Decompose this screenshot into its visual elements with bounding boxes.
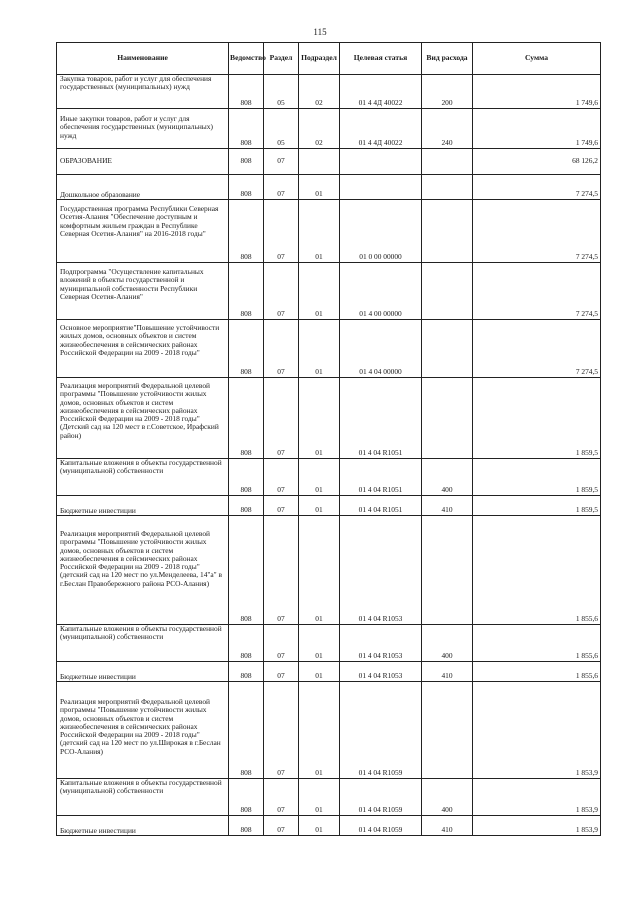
row-name: Бюджетные инвестиции	[57, 816, 229, 836]
row-expense-type	[422, 200, 473, 263]
row-target	[340, 175, 422, 200]
row-section: 07	[264, 662, 299, 682]
row-subsection: 02	[299, 75, 340, 109]
row-name: Реализация мероприятий Федеральной целевой программы "Повышение устойчивости жилых домов, основных объектов и систем жизнеобеспечения в сейсмических районах Российской Федерации на 2009 - 2018 годы" (детский сад на 120 мест по ул.Широкая в г.Беслан РСО-Алания)	[57, 682, 229, 779]
table-row	[57, 496, 601, 516]
table-row	[57, 378, 601, 459]
row-amount: 1 855,6	[473, 662, 601, 682]
row-amount: 7 274,5	[473, 175, 601, 200]
row-name: Капитальные вложения в объекты государственной (муниципальной) собственности	[57, 625, 229, 662]
row-subsection: 01	[299, 175, 340, 200]
row-expense-type	[422, 516, 473, 625]
header-subsection: Подраздел	[299, 43, 340, 75]
row-expense-type: 410	[422, 816, 473, 836]
row-dept: 808	[229, 662, 264, 682]
row-target: 01 4 04 R1051	[340, 496, 422, 516]
row-amount: 1 855,6	[473, 625, 601, 662]
row-section: 05	[264, 109, 299, 149]
row-name: Государственная программа Республики Северная Осетия-Алания "Обеспечение доступным и комфортным жильем граждан в Республике Северная Осетия-Алания" на 2016-2018 годы"	[57, 200, 229, 263]
row-section: 07	[264, 320, 299, 378]
row-dept: 808	[229, 175, 264, 200]
row-dept: 808	[229, 75, 264, 109]
row-subsection	[299, 149, 340, 175]
row-expense-type	[422, 175, 473, 200]
header-section: Раздел	[264, 43, 299, 75]
row-subsection: 01	[299, 516, 340, 625]
row-amount: 68 126,2	[473, 149, 601, 175]
header-expense-type: Вид расхода	[422, 43, 473, 75]
row-target: 01 4 04 R1059	[340, 682, 422, 779]
table-row	[57, 625, 601, 662]
table-row	[57, 175, 601, 200]
row-dept: 808	[229, 459, 264, 496]
table-row	[57, 109, 601, 149]
row-dept: 808	[229, 779, 264, 816]
row-amount: 1 853,9	[473, 682, 601, 779]
table-row	[57, 320, 601, 378]
row-subsection: 01	[299, 816, 340, 836]
header-dept: Ведомство	[229, 43, 264, 75]
row-amount: 1 855,6	[473, 516, 601, 625]
row-expense-type	[422, 378, 473, 459]
row-dept: 808	[229, 109, 264, 149]
table-row	[57, 682, 601, 779]
row-section: 07	[264, 149, 299, 175]
row-section: 07	[264, 459, 299, 496]
row-subsection: 01	[299, 625, 340, 662]
row-amount: 1 853,9	[473, 816, 601, 836]
row-name: Реализация мероприятий Федеральной целевой программы "Повышение устойчивости жилых домов, основных объектов и систем жизнеобеспечения в сейсмических районах Российской Федерации на 2009 - 2018 годы" (детский сад на 120 мест по ул.Менделеева, 14"а" в г.Беслан Правобережного района РСО-Алания)	[57, 516, 229, 625]
table-row	[57, 662, 601, 682]
row-subsection: 01	[299, 496, 340, 516]
row-dept: 808	[229, 263, 264, 320]
row-target: 01 4 04 R1059	[340, 779, 422, 816]
row-target: 01 4 04 00000	[340, 320, 422, 378]
table-row	[57, 779, 601, 816]
table-row	[57, 263, 601, 320]
row-subsection: 01	[299, 459, 340, 496]
page-number: 115	[313, 27, 327, 37]
row-subsection: 02	[299, 109, 340, 149]
row-subsection: 01	[299, 320, 340, 378]
row-amount: 7 274,5	[473, 263, 601, 320]
row-expense-type: 400	[422, 459, 473, 496]
row-name: Подпрограмма "Осуществление капитальных вложений в объекты государственной и муниципальной собственности Республики Северная Осетия-Алания"	[57, 263, 229, 320]
row-amount: 1 749,6	[473, 109, 601, 149]
row-dept: 808	[229, 378, 264, 459]
row-name: Капитальные вложения в объекты государственной (муниципальной) собственности	[57, 779, 229, 816]
table-header-row	[57, 43, 601, 75]
row-name: Закупка товаров, работ и услуг для обеспечения государственных (муниципальных) нужд	[57, 75, 229, 109]
row-name: Капитальные вложения в объекты государственной (муниципальной) собственности	[57, 459, 229, 496]
row-expense-type: 200	[422, 75, 473, 109]
row-target: 01 4 00 00000	[340, 263, 422, 320]
row-name: ОБРАЗОВАНИЕ	[57, 149, 229, 175]
row-target	[340, 149, 422, 175]
row-expense-type	[422, 263, 473, 320]
row-section: 07	[264, 378, 299, 459]
row-dept: 808	[229, 516, 264, 625]
row-expense-type: 240	[422, 109, 473, 149]
row-target: 01 4 4Д 40022	[340, 109, 422, 149]
row-subsection: 01	[299, 378, 340, 459]
row-amount: 1 749,6	[473, 75, 601, 109]
row-amount: 1 859,5	[473, 378, 601, 459]
table-row	[57, 75, 601, 109]
row-target: 01 0 00 00000	[340, 200, 422, 263]
row-expense-type: 400	[422, 779, 473, 816]
row-name: Дошкольное образование	[57, 175, 229, 200]
row-name: Бюджетные инвестиции	[57, 496, 229, 516]
row-amount: 1 853,9	[473, 779, 601, 816]
row-name: Бюджетные инвестиции	[57, 662, 229, 682]
budget-table	[56, 42, 601, 836]
table-row	[57, 516, 601, 625]
row-name: Основное мероприятие"Повышение устойчивости жилых домов, основных объектов и систем жизнеобеспечения в сейсмических районах Российской Федерации на 2009 - 2018 годы"	[57, 320, 229, 378]
row-target: 01 4 04 R1051	[340, 459, 422, 496]
row-amount: 1 859,5	[473, 459, 601, 496]
row-section: 07	[264, 516, 299, 625]
row-dept: 808	[229, 816, 264, 836]
row-dept: 808	[229, 682, 264, 779]
row-amount: 7 274,5	[473, 200, 601, 263]
table-row	[57, 459, 601, 496]
row-subsection: 01	[299, 263, 340, 320]
row-target: 01 4 4Д 40022	[340, 75, 422, 109]
row-name: Реализация мероприятий Федеральной целевой программы "Повышение устойчивости жилых домов, основных объектов и систем жизнеобеспечения в сейсмических районах Российской Федерации на 2009 - 2018 годы" (Детский сад на 120 мест в г.Советское, Ирафский район)	[57, 378, 229, 459]
row-target: 01 4 04 R1059	[340, 816, 422, 836]
row-expense-type	[422, 149, 473, 175]
table-row	[57, 200, 601, 263]
row-target: 01 4 04 R1053	[340, 662, 422, 682]
row-expense-type: 410	[422, 496, 473, 516]
row-dept: 808	[229, 320, 264, 378]
row-expense-type: 410	[422, 662, 473, 682]
table-row	[57, 816, 601, 836]
row-section: 07	[264, 200, 299, 263]
row-section: 07	[264, 263, 299, 320]
row-amount: 7 274,5	[473, 320, 601, 378]
row-section: 07	[264, 779, 299, 816]
row-name: Иные закупки товаров, работ и услуг для обеспечения государственных (муниципальных) нужд	[57, 109, 229, 149]
header-name: Наименование	[57, 43, 229, 75]
row-expense-type	[422, 682, 473, 779]
row-section: 07	[264, 625, 299, 662]
row-section: 07	[264, 816, 299, 836]
row-section: 07	[264, 496, 299, 516]
row-dept: 808	[229, 149, 264, 175]
row-subsection: 01	[299, 682, 340, 779]
row-expense-type: 400	[422, 625, 473, 662]
row-target: 01 4 04 R1053	[340, 625, 422, 662]
row-amount: 1 859,5	[473, 496, 601, 516]
row-section: 07	[264, 175, 299, 200]
row-subsection: 01	[299, 200, 340, 263]
row-target: 01 4 04 R1053	[340, 516, 422, 625]
row-section: 07	[264, 682, 299, 779]
row-expense-type	[422, 320, 473, 378]
row-subsection: 01	[299, 779, 340, 816]
header-amount: Сумма	[473, 43, 601, 75]
row-dept: 808	[229, 496, 264, 516]
row-section: 05	[264, 75, 299, 109]
row-dept: 808	[229, 200, 264, 263]
row-subsection: 01	[299, 662, 340, 682]
row-target: 01 4 04 R1051	[340, 378, 422, 459]
header-target: Целевая статья	[340, 43, 422, 75]
table-row	[57, 149, 601, 175]
row-dept: 808	[229, 625, 264, 662]
